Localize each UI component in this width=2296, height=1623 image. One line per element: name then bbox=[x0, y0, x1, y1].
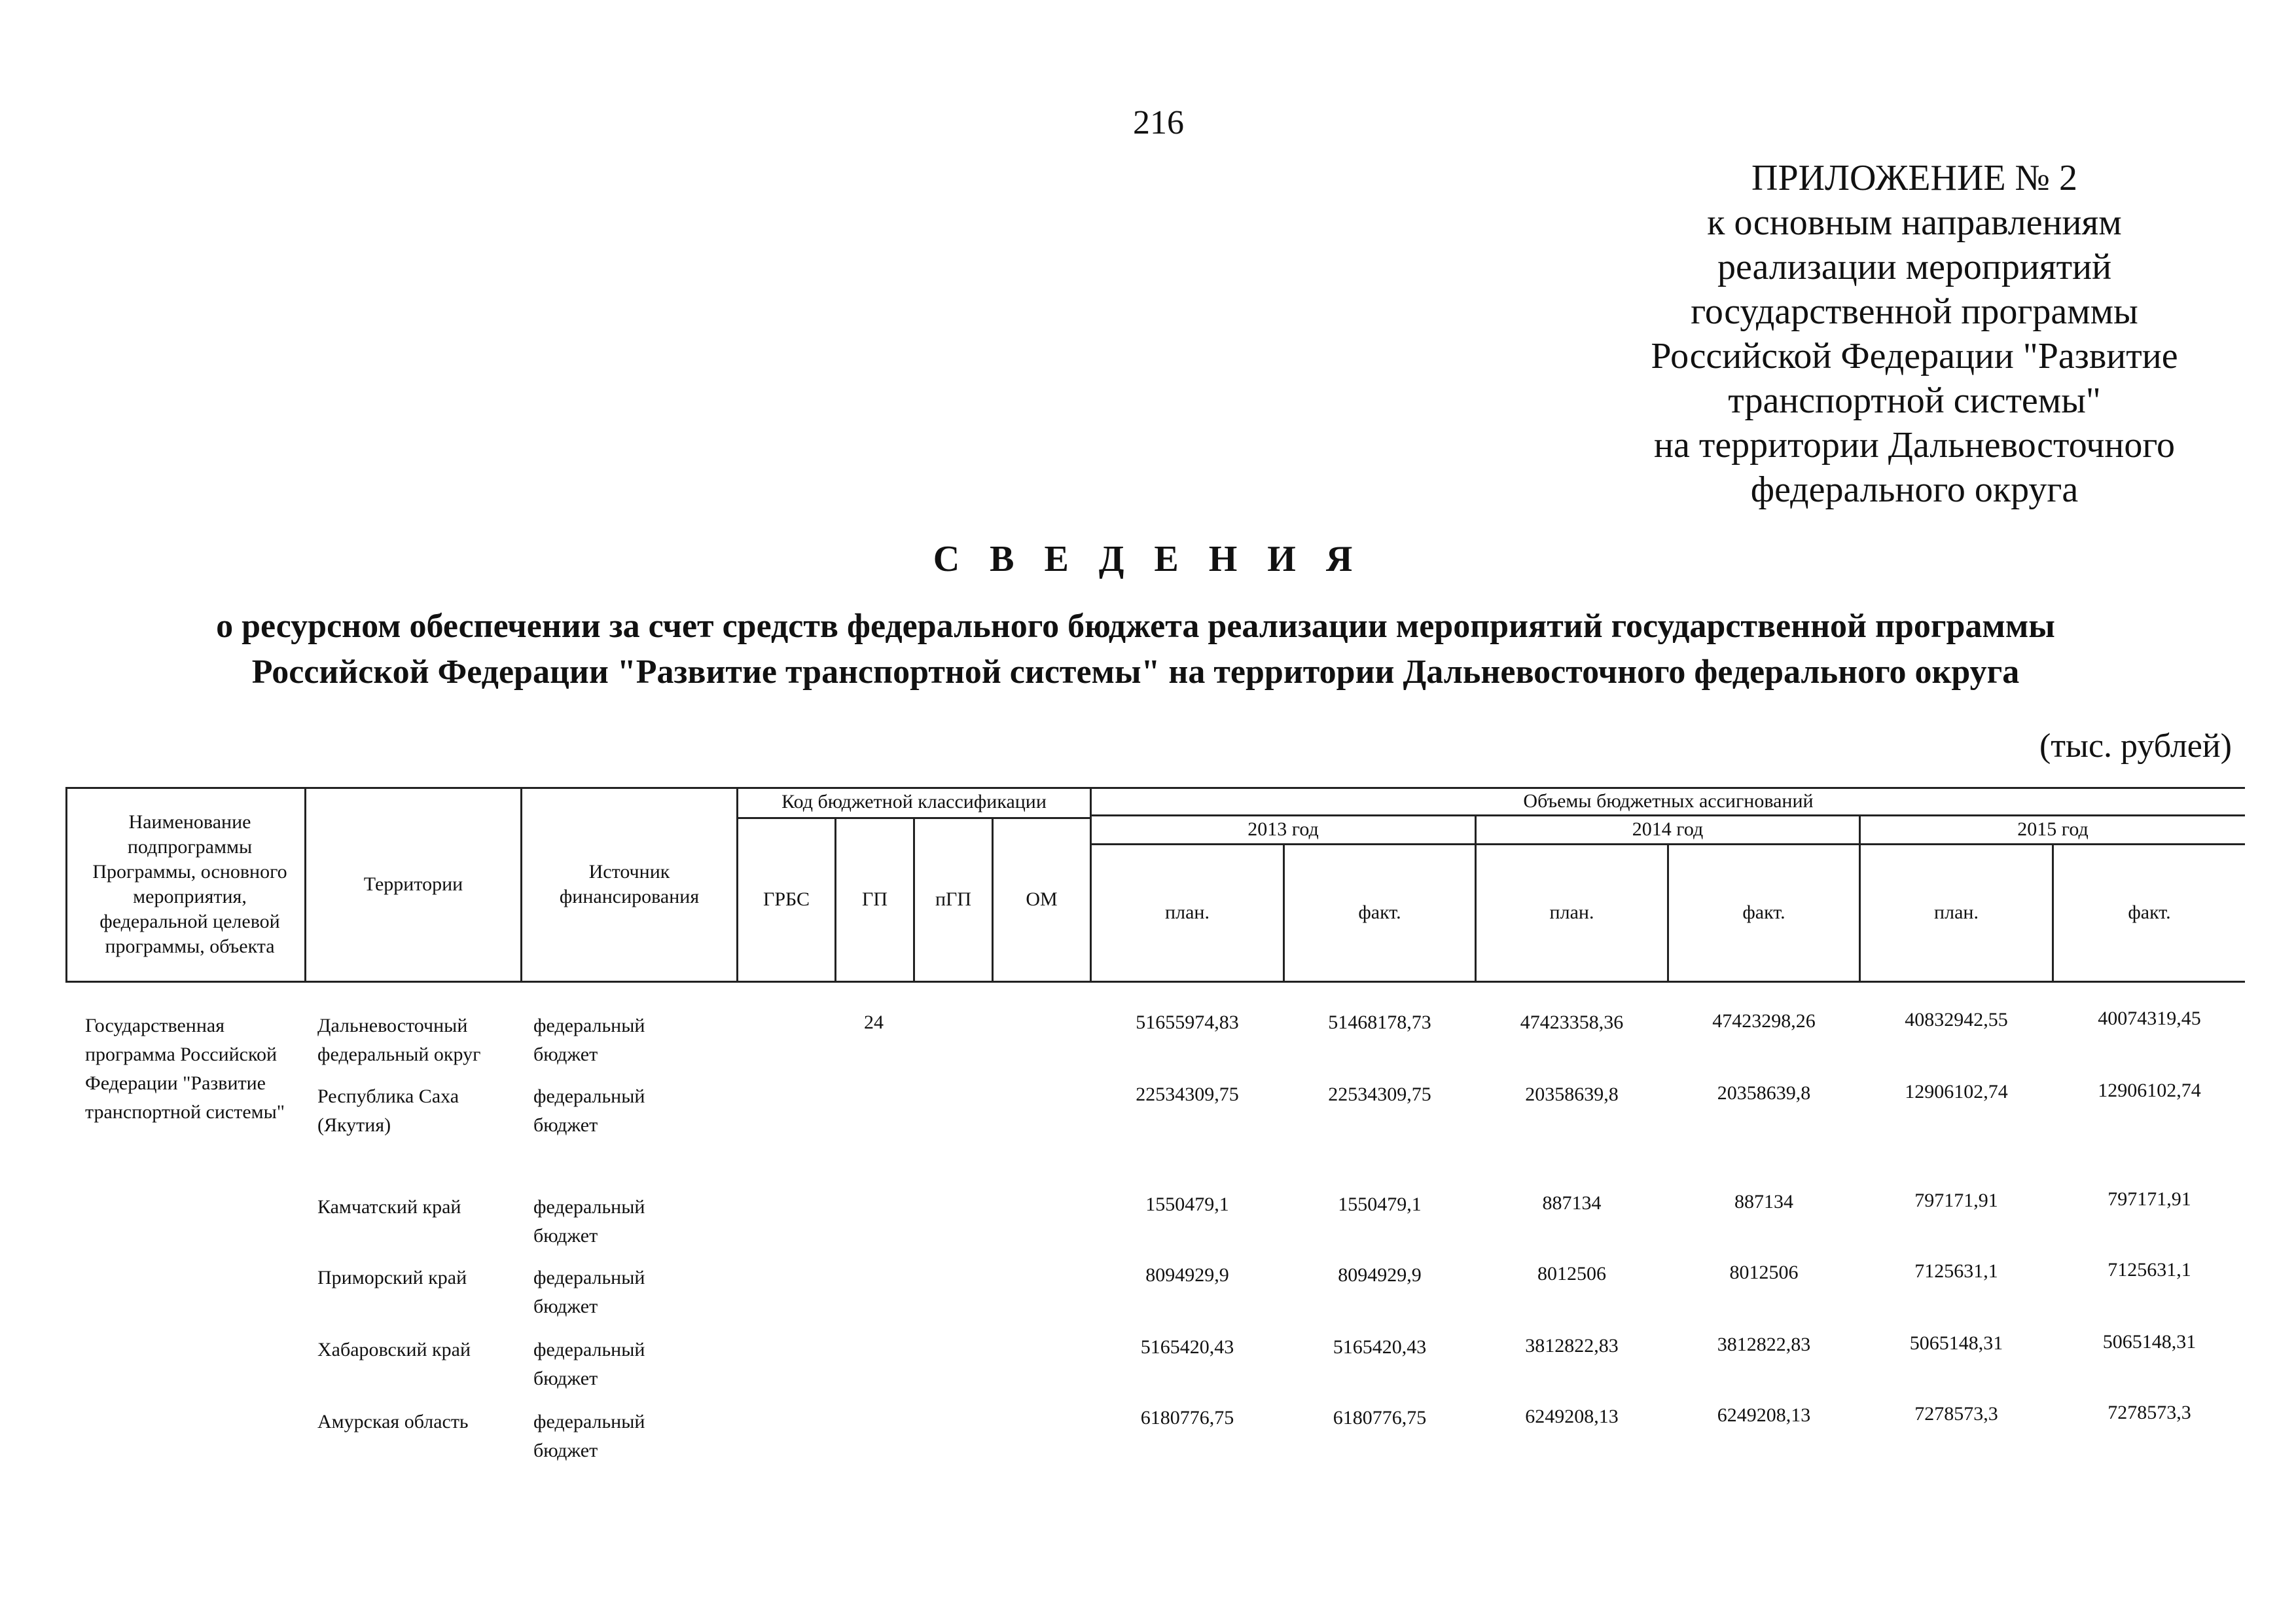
row-fact-2014: 3812822,83 bbox=[1717, 1334, 1811, 1355]
header-year-2014: 2014 год bbox=[1632, 818, 1704, 840]
row-territory: Хабаровский край bbox=[317, 1339, 471, 1360]
row-plan-2013: 51655974,83 bbox=[1136, 1012, 1239, 1033]
row-plan-2013: 8094929,9 bbox=[1145, 1264, 1229, 1286]
row-plan-2015: 797171,91 bbox=[1914, 1190, 1998, 1211]
header-volumes-group: Объемы бюджетных ассигнований bbox=[1523, 790, 1814, 812]
appendix-line: государственной программы bbox=[1691, 291, 2138, 332]
header-pgp: пГП bbox=[935, 888, 972, 910]
row-fact-2013: 8094929,9 bbox=[1338, 1264, 1422, 1286]
header-fact-2015: факт. bbox=[2128, 902, 2171, 923]
row-source: федеральный бюджет bbox=[533, 1015, 645, 1065]
subtitle-line: о ресурсном обеспечении за счет средств федерального бюджета реализации мероприятий государственной программы bbox=[216, 608, 2055, 645]
appendix-line: федерального округа bbox=[1750, 469, 2079, 510]
row-fact-2013: 22534309,75 bbox=[1328, 1084, 1431, 1105]
row-plan-2013: 1550479,1 bbox=[1145, 1194, 1229, 1215]
row-source: федеральный бюджет bbox=[533, 1196, 645, 1247]
appendix-line: ПРИЛОЖЕНИЕ № 2 bbox=[1751, 158, 2077, 198]
row-plan-2014: 8012506 bbox=[1537, 1263, 1606, 1285]
header-om: ОМ bbox=[1026, 888, 1058, 910]
row-territory: Амурская область bbox=[317, 1411, 469, 1432]
row-plan-2014: 6249208,13 bbox=[1525, 1406, 1619, 1427]
program-name: Государственная программа Российской Федерации "Развитие транспортной системы" bbox=[85, 1015, 285, 1123]
row-grbs: 24 bbox=[864, 1012, 884, 1033]
row-plan-2014: 887134 bbox=[1542, 1192, 1602, 1214]
header-year-2013: 2013 год bbox=[1247, 818, 1319, 840]
row-territory: Дальневосточный федеральный округ bbox=[317, 1015, 481, 1065]
row-plan-2013: 5165420,43 bbox=[1140, 1336, 1234, 1358]
row-plan-2015: 40832942,55 bbox=[1905, 1009, 2008, 1030]
row-fact-2013: 51468178,73 bbox=[1328, 1012, 1431, 1033]
appendix-line: Российской Федерации "Развитие bbox=[1651, 336, 2178, 376]
row-fact-2015: 7125631,1 bbox=[2108, 1259, 2191, 1281]
row-fact-2013: 1550479,1 bbox=[1338, 1194, 1422, 1215]
appendix-line: реализации мероприятий bbox=[1717, 247, 2112, 287]
row-plan-2015: 7278573,3 bbox=[1914, 1403, 1998, 1425]
document-title: С В Е Д Е Н И Я bbox=[933, 539, 1363, 579]
header-fact-2013: факт. bbox=[1358, 902, 1401, 923]
row-fact-2014: 47423298,26 bbox=[1712, 1010, 1816, 1032]
row-territory: Приморский край bbox=[317, 1267, 467, 1288]
row-source: федеральный бюджет bbox=[533, 1411, 645, 1461]
header-plan-2013: план. bbox=[1165, 902, 1210, 923]
header-code-group: Код бюджетной классификации bbox=[781, 791, 1047, 812]
row-fact-2014: 6249208,13 bbox=[1717, 1404, 1811, 1426]
row-fact-2014: 20358639,8 bbox=[1717, 1082, 1811, 1104]
header-source: Источник финансирования bbox=[559, 861, 700, 907]
units-label: (тыс. рублей) bbox=[2039, 727, 2232, 765]
page-number: 216 bbox=[1133, 104, 1184, 141]
header-plan-2014: план. bbox=[1549, 902, 1594, 923]
appendix-line: к основным направлениям bbox=[1707, 202, 2122, 243]
appendix-line: транспортной системы" bbox=[1728, 380, 2101, 421]
grid-line bbox=[65, 787, 67, 983]
row-plan-2014: 47423358,36 bbox=[1520, 1012, 1624, 1033]
header-name: Наименование подпрограммы Программы, основного мероприятия, федеральной целевой программы, объекта bbox=[92, 811, 287, 957]
row-fact-2014: 887134 bbox=[1734, 1191, 1793, 1213]
row-fact-2015: 5065148,31 bbox=[2102, 1331, 2197, 1353]
row-fact-2015: 7278573,3 bbox=[2108, 1402, 2191, 1423]
subtitle-line: Российской Федерации "Развитие транспортной системы" на территории Дальневосточного федерального округа bbox=[251, 653, 2020, 691]
row-plan-2013: 6180776,75 bbox=[1140, 1407, 1234, 1429]
row-plan-2014: 3812822,83 bbox=[1525, 1335, 1619, 1357]
row-plan-2015: 7125631,1 bbox=[1914, 1260, 1998, 1282]
grid-line bbox=[65, 981, 2245, 983]
header-plan-2015: план. bbox=[1934, 902, 1979, 923]
row-territory: Республика Саха (Якутия) bbox=[317, 1085, 459, 1136]
header-territory: Территории bbox=[363, 873, 463, 895]
row-plan-2015: 12906102,74 bbox=[1905, 1081, 2008, 1103]
row-fact-2013: 5165420,43 bbox=[1333, 1336, 1427, 1358]
row-territory: Камчатский край bbox=[317, 1196, 461, 1218]
appendix-heading bbox=[1604, 156, 2225, 512]
row-fact-2015: 797171,91 bbox=[2108, 1188, 2191, 1210]
row-plan-2014: 20358639,8 bbox=[1525, 1084, 1619, 1105]
row-source: федеральный бюджет bbox=[533, 1267, 645, 1317]
row-fact-2015: 12906102,74 bbox=[2098, 1080, 2201, 1101]
row-fact-2013: 6180776,75 bbox=[1333, 1407, 1427, 1429]
header-grbs: ГРБС bbox=[762, 888, 810, 910]
header-year-2015: 2015 год bbox=[2017, 818, 2089, 840]
header-gp: ГП bbox=[861, 888, 888, 910]
row-fact-2015: 40074319,45 bbox=[2098, 1008, 2201, 1029]
document-subtitle bbox=[79, 604, 2193, 695]
appendix-line: на территории Дальневосточного bbox=[1654, 425, 2175, 465]
row-source: федеральный бюджет bbox=[533, 1085, 645, 1136]
row-plan-2013: 22534309,75 bbox=[1136, 1084, 1239, 1105]
header-fact-2014: факт. bbox=[1742, 902, 1785, 923]
row-source: федеральный бюджет bbox=[533, 1339, 645, 1389]
row-plan-2015: 5065148,31 bbox=[1909, 1332, 2003, 1354]
row-fact-2014: 8012506 bbox=[1729, 1262, 1799, 1283]
